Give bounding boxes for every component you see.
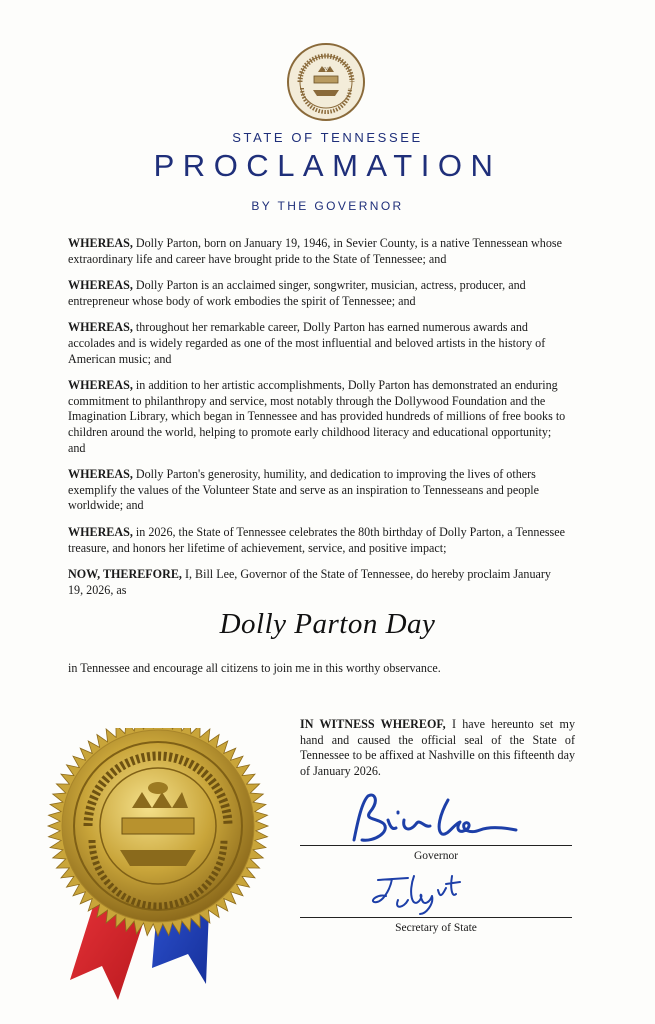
- whereas-paragraph-3: [68, 320, 568, 367]
- whereas-paragraph-2: [68, 278, 568, 309]
- secretary-label: Secretary of State: [395, 922, 477, 934]
- paragraph-text: Dolly Parton is an acclaimed singer, songwriter, musician, actress, producer, and entrepreneur whose body of work embodies the spirit of Tennessee; and: [68, 278, 526, 308]
- governor-signature: [340, 790, 530, 848]
- governor-signature-line: [300, 845, 572, 846]
- witness-paragraph: [300, 717, 575, 779]
- proclaimed-day-title: Dolly Parton Day: [219, 608, 436, 640]
- paragraph-text: throughout her remarkable career, Dolly Parton has earned numerous awards and accolades and is widely regarded as one of the most influential and beloved artists in the history of American music; and: [68, 320, 546, 366]
- paragraph-text: in addition to her artistic accomplishments, Dolly Parton has demonstrated an enduring commitment to philanthropy and service, most notably through the Dollywood Foundation and the Imagination Library, which began in Tennessee and has provided hundreds of millions of free books to children around the world, helping to promote early childhood literacy and educational opportunity; and: [68, 378, 566, 455]
- paragraph-lead: WHEREAS,: [68, 524, 133, 539]
- whereas-paragraph-4: [68, 378, 568, 456]
- now-therefore-paragraph: [68, 567, 568, 598]
- whereas-paragraph-1: [68, 236, 568, 267]
- closing-line: in Tennessee and encourage all citizens to join me in this worthy observance.: [68, 661, 441, 675]
- paragraph-lead: NOW, THEREFORE,: [68, 567, 182, 582]
- by-governor-line: BY THE GOVERNOR: [251, 199, 404, 213]
- svg-text:XVI: XVI: [322, 66, 330, 71]
- governor-label: Governor: [413, 850, 459, 862]
- gold-state-seal-with-ribbon: [40, 728, 280, 1018]
- whereas-paragraph-5: [68, 467, 568, 514]
- secretary-signature: [368, 870, 468, 918]
- paragraph-lead: WHEREAS,: [68, 467, 133, 482]
- paragraph-text: I, Bill Lee, Governor of the State of Tennessee, do hereby proclaim January 19, 2026, as: [68, 567, 551, 597]
- witness-text: I have hereunto set my hand and caused the official seal of the State of Tennessee to be affixed at Nashville on this fifteenth day of January 2026.: [300, 717, 575, 778]
- secretary-signature-line: [300, 917, 572, 918]
- paragraph-lead: WHEREAS,: [68, 236, 133, 250]
- page-title: PROCLAMATION: [153, 148, 502, 183]
- paragraph-lead: WHEREAS,: [68, 278, 133, 293]
- state-seal-top: [286, 42, 366, 122]
- paragraph-lead: WHEREAS,: [68, 320, 133, 335]
- paragraph-lead: WHEREAS,: [68, 378, 133, 393]
- witness-lead: IN WITNESS WHEREOF,: [300, 717, 446, 731]
- paragraph-text: Dolly Parton's generosity, humility, and dedication to improving the lives of others exemplify the values of the Volunteer State and serve as an inspiration to Tennesseans and people worldwide; and: [68, 467, 540, 513]
- paragraph-text: in 2026, the State of Tennessee celebrates the 80th birthday of Dolly Parton, a Tennessee treasure, and honors her lifetime of achievement, service, and positive impact;: [68, 524, 565, 555]
- state-line: STATE OF TENNESSEE: [232, 130, 423, 145]
- paragraph-text: Dolly Parton, born on January 19, 1946, in Sevier County, is a native Tennessean whose extraordinary life and career have brought pride to the State of Tennessee; and: [68, 236, 562, 266]
- whereas-paragraph-6: [68, 525, 568, 556]
- proclamation-body: [68, 236, 568, 609]
